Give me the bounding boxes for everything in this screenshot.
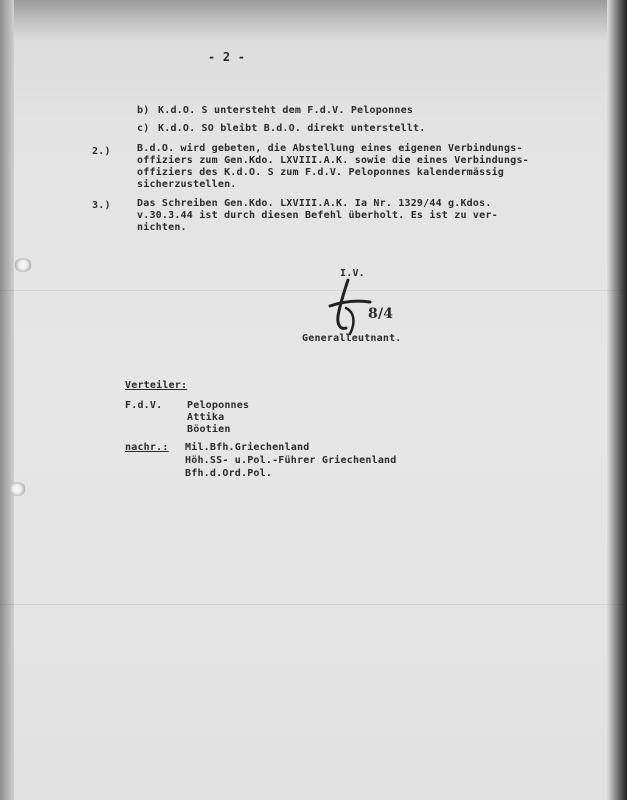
fold-crease-lower — [0, 604, 627, 605]
paragraph-2-line: sicherzustellen. — [137, 179, 237, 190]
distribution-heading: Verteiler: — [125, 380, 188, 391]
distribution-recipient: Böotien — [187, 424, 231, 435]
paragraph-3-number: 3.) — [92, 200, 111, 211]
punch-hole-bottom — [8, 482, 26, 496]
page-number: - 2 - — [208, 50, 246, 64]
paragraph-2-line: B.d.O. wird gebeten, die Abstellung eines eigenen Verbindungs- — [137, 143, 523, 154]
page-left-edge — [0, 0, 14, 800]
fold-crease — [0, 290, 627, 291]
distribution-recipient: Attika — [187, 412, 225, 423]
nachr-label: nachr.: — [125, 442, 169, 453]
nachr-recipient: Bfh.d.Ord.Pol. — [185, 468, 273, 479]
paragraph-2-number: 2.) — [92, 146, 111, 157]
iv-label: I.V. — [340, 268, 365, 279]
item-c-label: c) — [137, 123, 150, 134]
item-b-label: b) — [137, 105, 150, 116]
page-right-edge — [607, 0, 627, 800]
distribution-recipient: Peloponnes — [187, 400, 250, 411]
paragraph-2-line: offiziers des K.d.O. S zum F.d.V. Peloponnes kalendermässig — [137, 167, 505, 178]
nachr-recipient: Höh.SS- u.Pol.-Führer Griechenland — [185, 455, 397, 466]
signatory-rank: Generalleutnant. — [302, 333, 402, 344]
item-c-text: K.d.O. SO bleibt B.d.O. direkt unterstellt. — [158, 123, 426, 134]
nachr-recipient: Mil.Bfh.Griechenland — [185, 442, 310, 453]
paragraph-2-line: offiziers zum Gen.Kdo. LXVIII.A.K. sowie die eines Verbindungs- — [137, 155, 529, 166]
paragraph-3-line: v.30.3.44 ist durch diesen Befehl überholt. Es ist zu ver- — [137, 210, 498, 221]
distribution-fdv-label: F.d.V. — [125, 400, 163, 411]
handwritten-signature-icon — [326, 278, 406, 338]
paragraph-3-line: Das Schreiben Gen.Kdo. LXVIII.A.K. Ia Nr. 1329/44 g.Kdos. — [137, 198, 492, 209]
punch-hole-top — [14, 258, 32, 272]
paragraph-3-line: nichten. — [137, 222, 187, 233]
item-b-text: K.d.O. S untersteht dem F.d.V. Peloponnes — [158, 105, 414, 116]
handwritten-date: 8/4 — [368, 306, 394, 322]
